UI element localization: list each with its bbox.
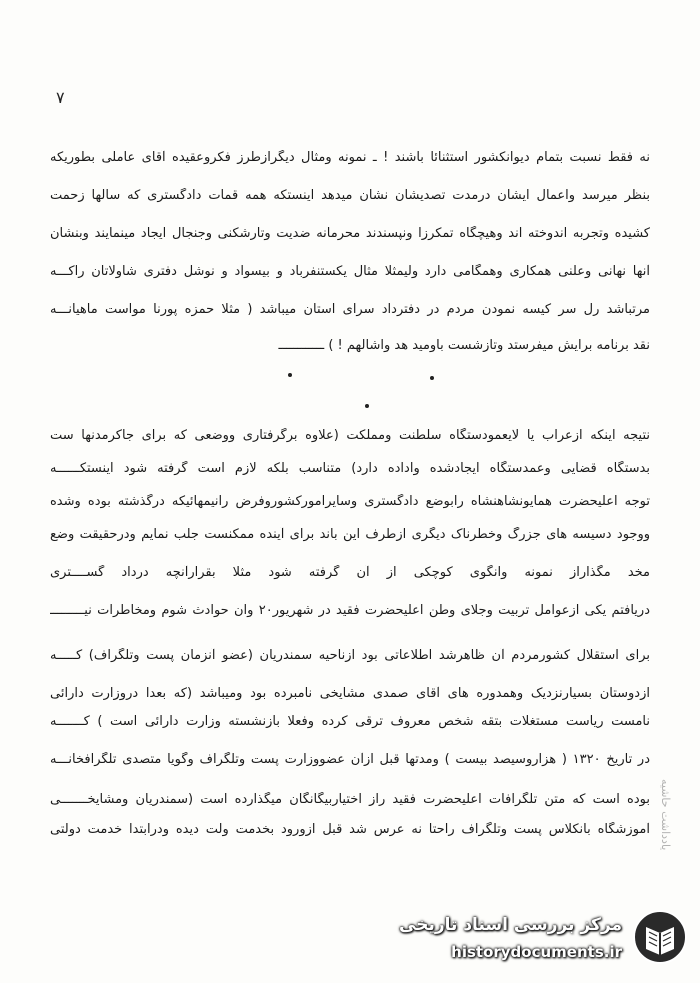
text-line: آموزشگاه بانکلاس پست وتلگراف راحتا نه عرس شد قبل ازورود بخدمت ولت دیده ودرابتدا خدمت دولتی <box>50 822 650 837</box>
watermark-title: مرکز بررسی اسناد تاریخی <box>399 915 622 935</box>
watermark-url: historydocuments.ir <box>451 943 622 961</box>
watermark <box>398 909 688 971</box>
text-line: توجه اعلیحضرت همایونشاهنشاه رابوضع دادگستری وسایرامورکشوروفرض رانیمهائیکه درگذشته بوده وشده <box>50 494 650 509</box>
text-line: نقد برنامه برایش میفرستد وتازشست باومید هد واشالهم ! ) ــــــــــــ <box>278 338 650 353</box>
text-line: ازدوستان بسیارنزدیک وهمدوره های آقای صمدی مشایخی نامبرده بود ومیباشد (که بعدا دروزارت دارائی <box>50 686 650 701</box>
text-line: بدستگاه قضایی وعمدستگاه ایجادشده واداده دارد) متناسب بلکه لازم است گرفته شود اینستکــــــه <box>50 461 650 476</box>
separator-dot <box>288 373 292 377</box>
text-line: ووجود دسیسه های جزرگ وخطرناک دیگری ازطرف این باند برای آینده ممکنست جلب نمایم ودرحقیقت وضع <box>50 527 650 542</box>
text-line: کشیده وتجربه اندوخته اند وهیچگاه تمکرزا ونپسندند محرمانه ضدیت وتارشکنی وجنجال ایجاد مینمایند وبنشان <box>50 226 650 241</box>
separator-dot <box>365 404 369 408</box>
text-line: در تاریخ ۱۳۲۰ ( هزاروسیصد بیست ) ومدتها قبل ازآن عضووزارت پست وتلگراف وگویا متصدی تلگرافخانـــه <box>50 752 650 767</box>
text-line: بوده است که متن تلگرافات اعلیحضرت فقید راز اختیاربیگانگان میگذارده است (سمندریان ومشایخـــــــی <box>50 792 650 807</box>
text-line: نامست ریاست مستغلات بتقه شخص معروف ترقی کرده وفعلا بازنشسته وزارت دارائی است ) کـــــــه <box>50 714 650 729</box>
text-line: آنها نهانی وعلنی همکاری وهمگامی دارد ولیمثلا مثال یکستنفرباد و بیسواد و نوشل دفتری شاولاتان راکـــه <box>50 264 650 279</box>
text-line: مخد مگذاراز نمونه وانگوی کوچکی از آن گرفته شود مثلا بقرارآنچه درداد گســــتری <box>50 565 650 580</box>
text-line: بنظر میرسد واعمال ایشان درمدت تصدیشان نشان میدهد اینستکه همه قمات دادگستری که سالها زحمت <box>50 188 650 203</box>
margin-annotation: یادداشت حاشیه <box>659 778 672 850</box>
text-line: نه فقط نسبت بتمام دیوانکشور استثنائا باشند ! ـ نمونه ومثال دیگرازطرز فکروعقیده آقای عاملی بطوریکه <box>50 150 650 165</box>
text-line: نتیجه اینکه ازعراب یا لایعمودستگاه سلطنت ومملکت (علاوه برگرفتاری ووضعی که برای جاکرمدنها ست <box>50 428 650 443</box>
separator-dot <box>430 376 434 380</box>
text-line: مرتباشد رل سر کیسه نمودن مردم در دفترداد سرای استان میباشد ( مثلا حمزه پورنا مواست ماهیانـــه <box>50 302 650 317</box>
text-line: برای استقلال کشورمردم آن ظاهرشد اطلاعاتی بود ازناحیه سمندریان (عضو آنزمان پست وتلگراف) کـــــه <box>50 648 650 663</box>
book-emblem-icon <box>632 909 688 965</box>
page-number: ۷ <box>56 88 65 107</box>
text-line: دریافتم یکی ازعوامل تربیت وجلای وطن اعلیحضرت فقید در شهریور۲۰ وان حوادث شوم ومخاطرات نیـــــــــ <box>50 603 650 618</box>
